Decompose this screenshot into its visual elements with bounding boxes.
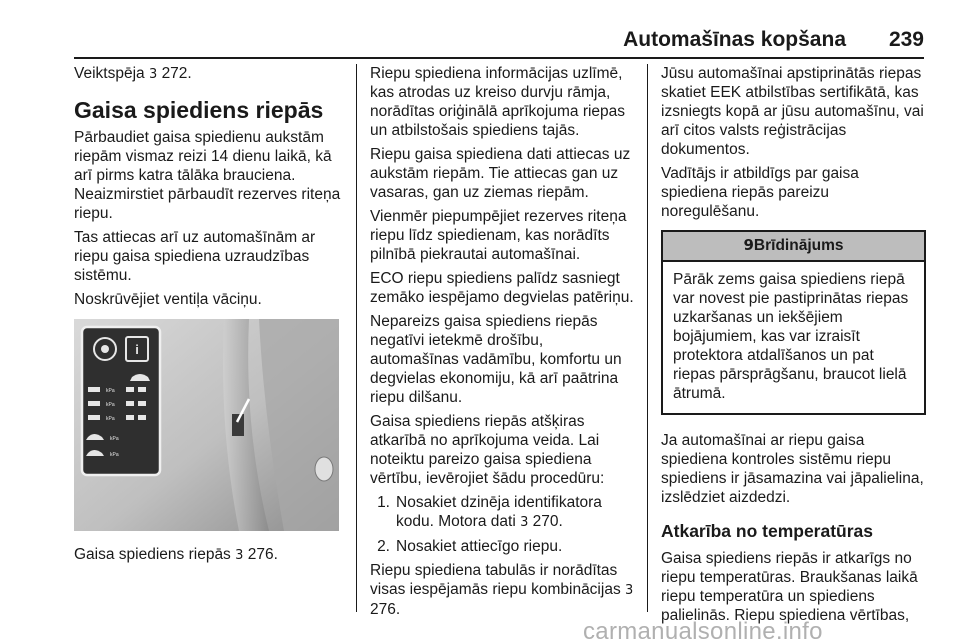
paragraph: Jūsu automašīnai apstiprinātās riepas skatiet EEK atbilstības sertifikātā, kas izsniegts kopā ar jūsu automašīnu, vai arī citos valsts reģistrācijas dokumentos. <box>661 65 924 158</box>
column-divider-1 <box>356 64 357 612</box>
list-item <box>370 493 635 532</box>
paragraph: Riepu gaisa spiediena dati attiecas uz aukstām riepām. Tie attiecas gan uz vasaras, gan uz ziemas riepām. <box>370 146 631 201</box>
warning-icon: 9 <box>743 236 754 254</box>
page-ref-link[interactable]: 276. <box>247 546 278 563</box>
column-1 <box>74 64 344 570</box>
kpa-label: kPa <box>106 402 115 408</box>
warning-header <box>663 232 924 262</box>
paragraph: Riepu spiediena informācijas uzlīmē, kas atrodas uz kreiso durvju rāmja, norādītas oriģinālā aprīkojuma riepas un atbilstošais spiediens tajās. <box>370 65 626 139</box>
svg-text:i: i <box>135 342 139 357</box>
paragraph: Gaisa spiediens riepās ir atkarīgs no riepu temperatūras. Braukšanas laikā riepu temperatūra un spiediens palielinās. Riepu spiediena vērtības, <box>661 550 918 624</box>
ref-arrow-icon: 3 <box>148 67 158 82</box>
step-text: Nosakiet attiecīgo riepu. <box>396 538 563 555</box>
ref-arrow-icon: 3 <box>520 515 529 530</box>
warning-text: Pārāk zems gaisa spiediens riepā var novest pie pastiprinātas riepas uzkaršanas un iekšējiem bojājumiem, kas var izraisīt protektora atdalīšanos un pat riepas pārsprāgšanu, braucot lielā ātrumā. <box>673 271 909 402</box>
kpa-label: kPa <box>110 452 119 458</box>
kpa-label: kPa <box>106 388 115 394</box>
subsection-heading: Atkarība no temperatūras <box>661 521 874 541</box>
page-number: 239 <box>888 28 924 51</box>
header-title: Automašīnas kopšana <box>623 28 846 51</box>
paragraph: Gaisa spiediens riepās atšķiras atkarībā no aprīkojuma veida. Lai noteiktu pareizo gaisa spiediena vērtību, ievērojiet šādu procedūru: <box>370 413 605 487</box>
column-3 <box>661 64 926 630</box>
paragraph: Noskrūvējiet ventiļa vāciņu. <box>74 291 262 308</box>
page-ref-link[interactable]: 272. <box>161 65 192 82</box>
paragraph: Ja automašīnai ar riepu gaisa spiediena kontroles sistēmu riepu spiediens ir jāsamazina vai jāpalielina, izslēdziet aizdedzi. <box>661 432 924 506</box>
paragraph: ECO riepu spiediens palīdz sasniegt zemāko iespējamo degvielas patēriņu. <box>370 270 634 306</box>
ref-arrow-icon: 3 <box>625 583 634 598</box>
image-caption: Gaisa spiediens riepās 3 276. <box>74 546 278 563</box>
step-number: 2. <box>377 538 390 555</box>
header-rule <box>74 57 924 59</box>
watermark: carmanualsonline.info <box>583 618 823 642</box>
step-number: 1. <box>377 494 390 511</box>
tire-pressure-label-photo <box>74 319 339 531</box>
section-heading: Gaisa spiediens riepās <box>74 97 324 123</box>
column-divider-2 <box>647 64 648 612</box>
paragraph: Vadītājs ir atbildīgs par gaisa spiediena riepās pareizu noregulēšanu. <box>661 165 859 220</box>
paragraph: Riepu spiediena tabulās ir norādītas visas iespējamās riepu kombinācijas 3 276. <box>370 562 634 618</box>
column-2 <box>370 64 635 624</box>
paragraph: Vienmēr piepumpējiet rezerves riteņa riepu līdz spiedienam, kas norādīts pilnībā piekrautai automašīnai. <box>370 208 627 263</box>
step-text: Nosakiet dzinēja identifikatora kodu. Motora dati 3 270. <box>396 494 602 530</box>
list-item <box>370 537 635 556</box>
ref-arrow-icon: 3 <box>235 548 244 563</box>
paragraph: Nepareizs gaisa spiediens riepās negatīvi ietekmē drošību, automašīnas vadāmību, komfortu un degvielas ekonomiju, kā arī paātrina riepu dilšanu. <box>370 313 622 406</box>
warning-title: Brīdinājums <box>753 237 844 254</box>
kpa-label: kPa <box>110 436 119 442</box>
paragraph: Tas attiecas arī uz automašīnām ar riepu gaisa spiediena uzraudzības sistēmu. <box>74 229 316 284</box>
procedure-steps <box>370 493 635 556</box>
warning-box <box>661 230 926 415</box>
page-ref-link[interactable]: 276. <box>370 601 401 618</box>
paragraph: Pārbaudiet gaisa spiedienu aukstām riepām vismaz reizi 14 dienu laikā, kā arī pirms katra tālāka brauciena. Neaizmirstiet pārbaudīt rezerves riteņa riepu. <box>74 129 341 222</box>
page-header <box>74 26 924 56</box>
page-ref-link[interactable]: 270. <box>532 513 563 530</box>
kpa-label: kPa <box>106 416 115 422</box>
performance-ref-paragraph: Veiktspēja 3 272. <box>74 65 192 82</box>
